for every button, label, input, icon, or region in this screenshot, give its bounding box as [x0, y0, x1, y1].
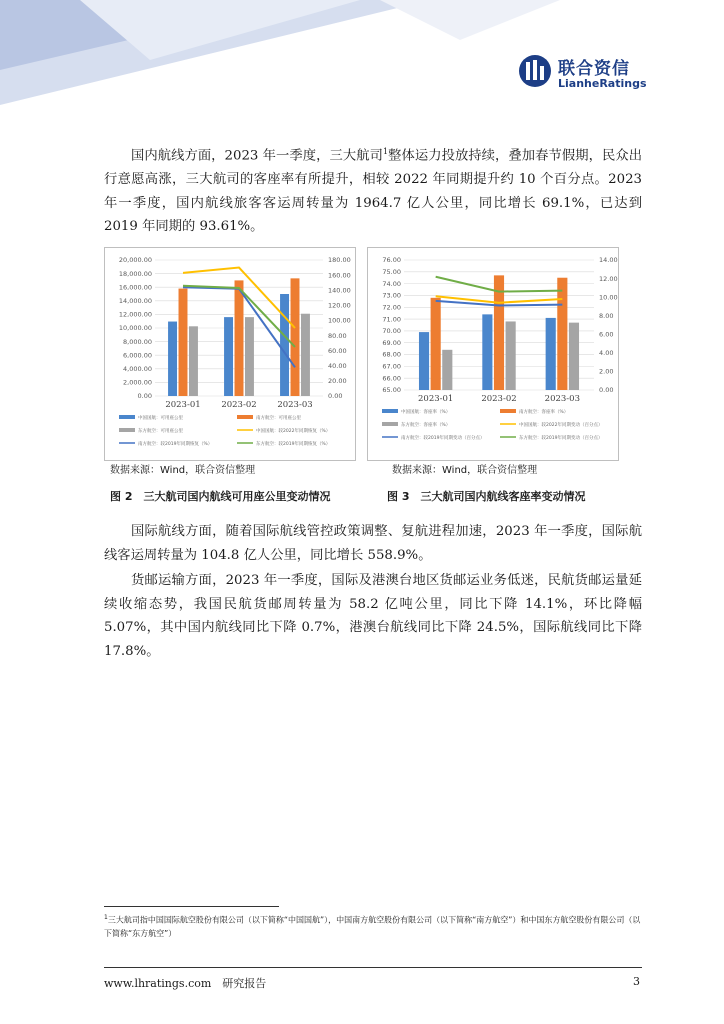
footnote-mark: 1 [104, 914, 108, 921]
page-number: 3 [633, 975, 640, 988]
paragraph-domestic-part2: 整体运力投放持续，叠加春节假期，民众出行意愿高涨，三大航司的客座率有所提升，相较 2022 年同期提升约 10 个百分点。2023 年一季度，国内航线旅客客运周转量为 1964.7 亿人公里，同比增长 69.1%，已达到 2019 年同期的 93.61%。 [104, 148, 642, 235]
legend-swatch [382, 409, 398, 413]
bar-东方航空：客座率（%）-2023-02 [506, 321, 516, 390]
legend-label: 东方航空：较2019年同期变动（百分点） [519, 436, 603, 441]
legend-swatch [500, 409, 516, 413]
legend-label: 中国国航：客座率（%） [401, 410, 451, 415]
y-left-tick-label: 6,000.00 [123, 351, 152, 360]
logo-chinese-name: 联合资信 [558, 59, 630, 79]
footnote-reference[interactable]: 1 [382, 147, 389, 156]
bar-东方航空：客座率（%）-2023-03 [569, 323, 579, 390]
bar-南方航空：可用座公里-2023-03 [291, 278, 300, 396]
y-right-tick-label: 120.00 [328, 301, 351, 310]
y-left-tick-label: 76.00 [382, 256, 401, 265]
bar-中国国航：可用座公里-2023-01 [168, 322, 177, 396]
x-tick-label: 2023-02 [481, 394, 517, 404]
y-right-tick-label: 2.00 [599, 367, 614, 376]
legend-swatch [119, 415, 135, 419]
footer-site[interactable]: www.lhratings.com 研究报告 [104, 977, 267, 990]
x-tick-label: 2023-01 [165, 400, 201, 410]
x-tick-label: 2023-03 [544, 394, 580, 404]
y-right-tick-label: 4.00 [599, 349, 614, 358]
figure2-source: 数据来源：Wind，联合资信整理 [110, 465, 256, 476]
legend-label: 东方航空：客座率（%） [401, 423, 451, 428]
lianhe-logo [518, 54, 648, 94]
figure3-source: 数据来源：Wind，联合资信整理 [392, 465, 538, 476]
y-left-tick-label: 68.00 [382, 350, 401, 359]
y-right-tick-label: 180.00 [328, 256, 351, 265]
bar-中国国航：可用座公里-2023-02 [224, 317, 233, 396]
x-tick-label: 2023-03 [277, 400, 313, 410]
figure2-caption: 图 2 三大航司国内航线可用座公里变动情况 [110, 490, 331, 503]
paragraph-cargo: 货邮运输方面，2023 年一季度，国际及港澳台地区货邮运业务低迷，民航货邮运量延续收缩态势，我国民航货邮周转量为 58.2 亿吨公里，同比下降 14.1%，环比降幅 5.07%，其中国内航线同比下降 0.7%，港澳台航线同比下降 24.5%，国际航线同比下降 17.8%。 [104, 573, 642, 659]
x-tick-label: 2023-02 [221, 400, 257, 410]
legend-label: 东方航空：可用座公里 [138, 429, 183, 434]
bar-南方航空：可用座公里-2023-02 [235, 280, 244, 396]
y-left-tick-label: 65.00 [382, 386, 401, 395]
legend-label: 南方航空：客座率（%） [519, 410, 569, 415]
paragraph-domestic [104, 140, 642, 239]
y-right-tick-label: 40.00 [328, 361, 347, 370]
y-left-tick-label: 2,000.00 [123, 378, 152, 387]
y-left-tick-label: 16,000.00 [118, 283, 152, 292]
y-right-tick-label: 12.00 [599, 274, 618, 283]
bar-东方航空：客座率（%）-2023-01 [442, 350, 452, 390]
y-left-tick-label: 66.00 [382, 374, 401, 383]
y-right-tick-label: 14.00 [599, 256, 618, 265]
bar-东方航空：可用座公里-2023-03 [301, 314, 310, 396]
y-left-tick-label: 8,000.00 [123, 337, 152, 346]
lianhe-logo-icon [518, 54, 552, 88]
y-right-tick-label: 20.00 [328, 377, 347, 386]
bar-东方航空：可用座公里-2023-02 [245, 317, 254, 396]
bar-中国国航：客座率（%）-2023-02 [482, 314, 492, 390]
y-right-tick-label: 8.00 [599, 311, 614, 320]
bar-南方航空：可用座公里-2023-01 [179, 289, 188, 396]
y-right-tick-label: 80.00 [328, 331, 347, 340]
legend-label: 中国国航：较2022年同期变动（百分点） [519, 423, 603, 428]
legend-swatch [237, 415, 253, 419]
chart-available-seat-km [104, 247, 356, 461]
y-left-tick-label: 75.00 [382, 268, 401, 277]
legend-label: 中国国航：可用座公里 [138, 416, 183, 421]
paragraph-international: 国际航线方面，随着国际航线管控政策调整、复航进程加速，2023 年一季度，国际航线客运周转量为 104.8 亿人公里，同比增长 558.9%。 [104, 524, 642, 563]
y-left-tick-label: 74.00 [382, 279, 401, 288]
bar-东方航空：可用座公里-2023-01 [189, 326, 198, 396]
legend-swatch [119, 428, 135, 432]
logo-english-name: LianheRatings [558, 77, 647, 90]
y-left-tick-label: 12,000.00 [118, 310, 152, 319]
bar-中国国航：客座率（%）-2023-03 [546, 318, 556, 390]
bar-南方航空：客座率（%）-2023-03 [557, 278, 567, 390]
legend-label: 中国国航：较2022年同期恢复（%） [256, 429, 331, 434]
legend-label: 南方航空：可用座公里 [256, 416, 301, 421]
footnote-text: 三大航司指中国国际航空股份有限公司（以下简称“中国国航”），中国南方航空股份有限公司（以下简称“南方航空”）和中国东方航空股份有限公司（以下简称“东方航空”） [104, 915, 641, 938]
y-left-tick-label: 69.00 [382, 338, 401, 347]
legend-label: 南方航空：较2019年同期恢复（%） [138, 442, 213, 447]
y-left-tick-label: 14,000.00 [118, 297, 152, 305]
legend-label: 南方航空：较2019年同期变动（百分点） [401, 436, 485, 441]
footer-divider [104, 967, 642, 968]
chart-load-factor-svg [368, 248, 618, 460]
bar-南方航空：客座率（%）-2023-01 [431, 298, 441, 390]
y-right-tick-label: 160.00 [328, 271, 351, 280]
footnote [104, 911, 644, 940]
legend-swatch [382, 422, 398, 426]
chart-load-factor [367, 247, 619, 461]
chart-available-seat-km-svg [105, 248, 355, 460]
y-left-tick-label: 72.00 [382, 303, 401, 312]
bar-中国国航：客座率（%）-2023-01 [419, 332, 429, 390]
y-left-tick-label: 0.00 [137, 392, 152, 401]
y-left-tick-label: 18,000.00 [118, 269, 152, 278]
legend-label: 东方航空：较2019年同期恢复（%） [256, 442, 331, 447]
y-left-tick-label: 4,000.00 [123, 365, 152, 373]
y-right-tick-label: 6.00 [599, 330, 614, 339]
y-right-tick-label: 100.00 [328, 316, 351, 325]
y-left-tick-label: 70.00 [382, 327, 401, 336]
bar-中国国航：可用座公里-2023-03 [280, 294, 289, 396]
y-left-tick-label: 67.00 [382, 362, 401, 371]
y-left-tick-label: 10,000.00 [118, 324, 152, 333]
y-right-tick-label: 0.00 [599, 386, 614, 395]
y-right-tick-label: 10.00 [599, 293, 618, 302]
y-left-tick-label: 20,000.00 [118, 256, 152, 265]
y-right-tick-label: 0.00 [328, 392, 343, 401]
y-right-tick-label: 140.00 [328, 286, 351, 295]
x-tick-label: 2023-01 [418, 394, 454, 404]
figure3-caption: 图 3 三大航司国内航线客座率变动情况 [387, 490, 586, 503]
y-right-tick-label: 60.00 [328, 346, 347, 355]
footnote-divider [104, 906, 279, 907]
y-left-tick-label: 73.00 [382, 291, 401, 300]
y-left-tick-label: 71.00 [382, 315, 401, 324]
paragraph-domestic-part1: 国内航线方面，2023 年一季度，三大航司 [131, 148, 383, 164]
